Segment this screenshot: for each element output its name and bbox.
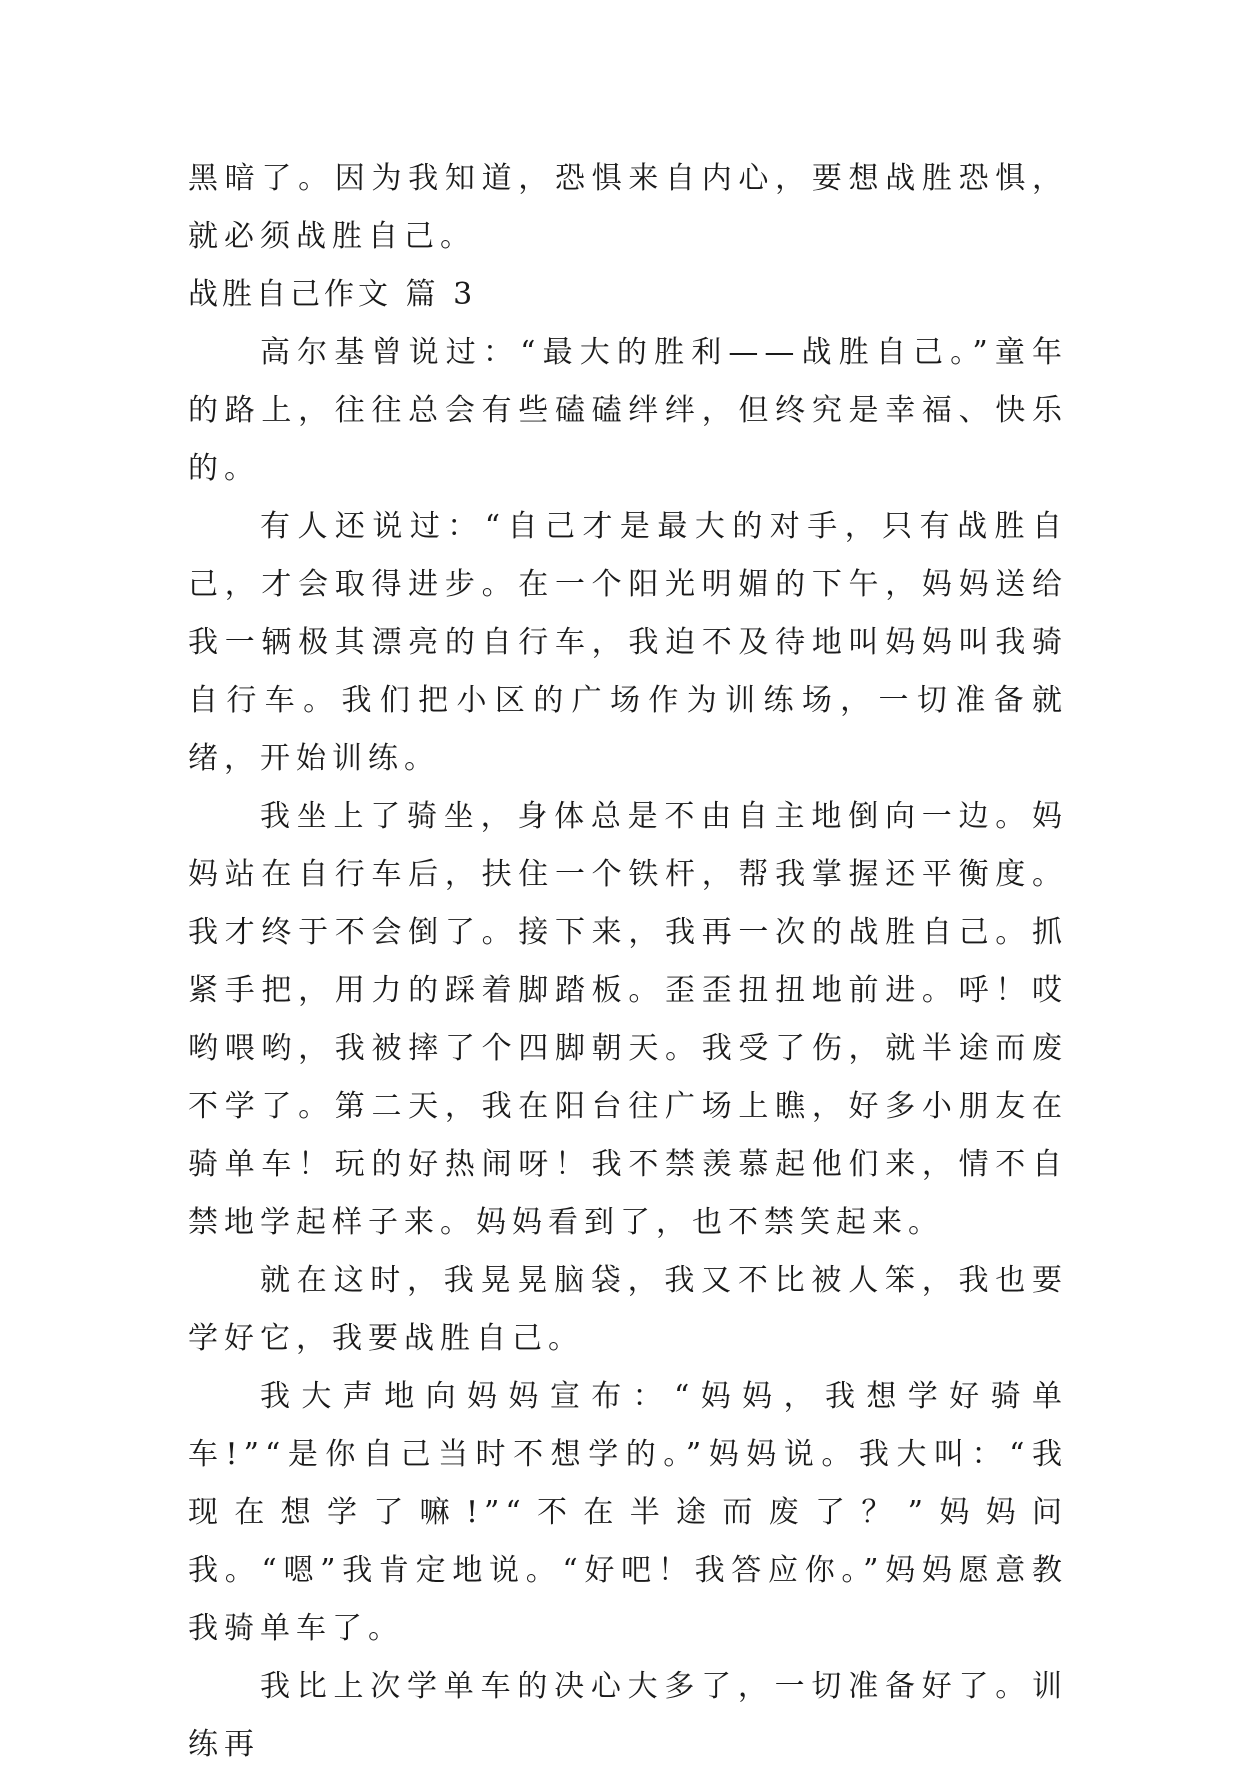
paragraph-5: 我大声地向妈妈宣布：“妈妈，我想学好骑单车!”“是你自己当时不想学的。”妈妈说。我大叫：“我现在想学了嘛!”“不在半途而废了？”妈妈问我。“嗯”我肯定地说。“好吧！我答应你。”妈妈愿意教我骑单车了。: [188, 1379, 1068, 1646]
paragraph-3: 我坐上了骑坐，身体总是不由自主地倒向一边。妈妈站在自行车后，扶住一个铁杆，帮我掌握还平衡度。我才终于不会倒了。接下来，我再一次的战胜自己。抓紧手把，用力的踩着脚踏板。歪歪扭扭地前进。呼！哎哟喂哟，我被摔了个四脚朝天。我受了伤，就半途而废不学了。第二天，我在阳台往广场上瞧，好多小朋友在骑单车！玩的好热闹呀！我不禁羡慕起他们来，情不自禁地学起样子来。妈妈看到了，也不禁笑起来。: [188, 799, 1068, 1240]
paragraph-6: 我比上次学单车的决心大多了，一切准备好了。训练再: [188, 1669, 1068, 1762]
document-body: [188, 150, 1068, 1774]
section-title: 战胜自己作文 篇 3: [188, 277, 477, 312]
paragraph-2: 有人还说过：“自己才是最大的对手，只有战胜自己，才会取得进步。在一个阳光明媚的下午，妈妈送给我一辆极其漂亮的自行车，我迫不及待地叫妈妈叫我骑自行车。我们把小区的广场作为训练场，一切准备就绪，开始训练。: [188, 509, 1068, 776]
paragraph-4: 就在这时，我晃晃脑袋，我又不比被人笨，我也要学好它，我要战胜自己。: [188, 1263, 1068, 1356]
continuation-paragraph: 黑暗了。因为我知道，恐惧来自内心，要想战胜恐惧，就必须战胜自己。: [188, 161, 1068, 254]
paragraph-1: 高尔基曾说过：“最大的胜利——战胜自己。”童年的路上，往往总会有些磕磕绊绊，但终究是幸福、快乐的。: [188, 335, 1068, 486]
